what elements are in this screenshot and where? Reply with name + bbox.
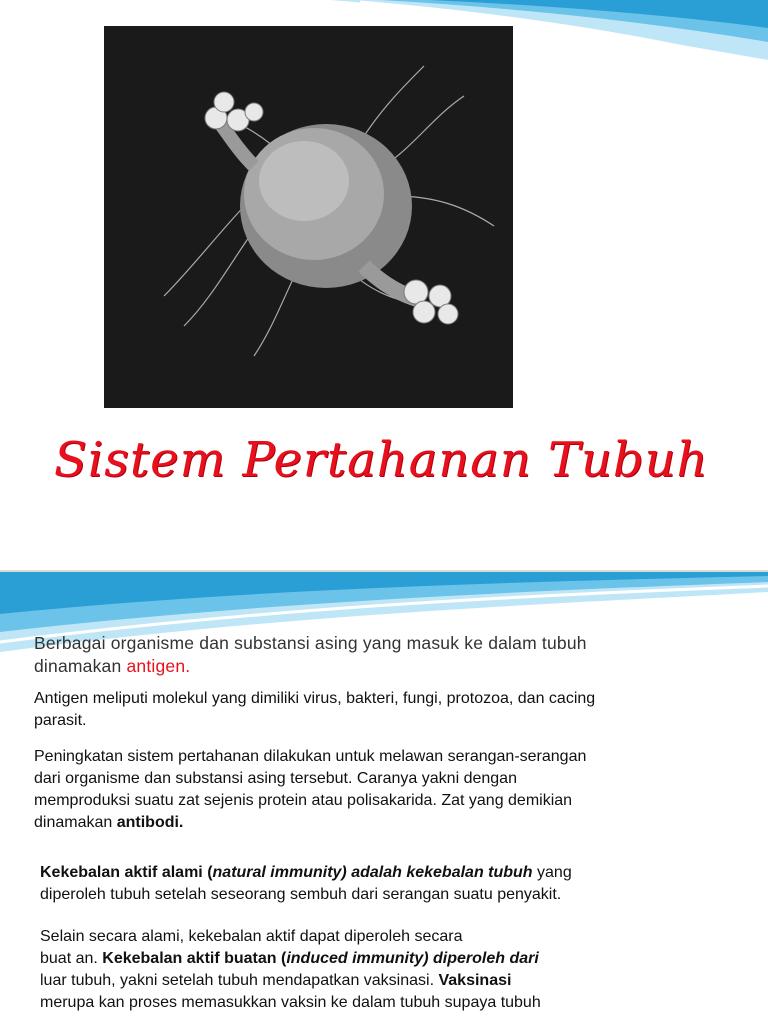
- antigen-term: antigen.: [126, 656, 191, 676]
- paragraph-antigen-molecules: [34, 688, 734, 732]
- natural-immunity-italic: natural immunity) adalah kekebalan tubuh: [212, 864, 533, 881]
- paragraph-induced-immunity: [40, 926, 740, 1014]
- text-segment: luar tubuh, yakni setelah tubuh mendapatkan vaksinasi.: [40, 972, 439, 989]
- paragraph-antibody: [34, 746, 734, 834]
- text-segment: yang: [532, 864, 572, 881]
- antibody-term: antibodi.: [116, 814, 184, 831]
- cell-microscope-photo-icon: [104, 26, 513, 408]
- text-segment: dinamakan: [34, 656, 127, 676]
- text-line: Antigen meliputi molekul yang dimiliki virus, bakteri, fungi, protozoa, dan cacing: [34, 690, 596, 707]
- text-segment: dinamakan: [34, 814, 117, 831]
- text-segment: buat an.: [40, 950, 103, 967]
- text-line: Peningkatan sistem pertahanan dilakukan untuk melawan serangan-serangan: [34, 748, 587, 765]
- text-line: [40, 862, 740, 884]
- text-line: merupa kan proses memasukkan vaksin ke dalam tubuh supaya tubuh: [40, 994, 541, 1011]
- text-line: [40, 970, 740, 992]
- text-line: [34, 812, 734, 834]
- induced-immunity-italic: induced immunity) diperoleh dari: [286, 950, 539, 967]
- natural-immunity-term: Kekebalan aktif alami (: [40, 864, 213, 881]
- slide-content: [0, 572, 768, 1024]
- text-line: dari organisme dan substansi asing tersebut. Caranya yakni dengan: [34, 770, 517, 787]
- induced-immunity-term: Kekebalan aktif buatan (: [102, 950, 287, 967]
- paragraph-natural-immunity: [40, 862, 740, 906]
- text-line: Berbagai organisme dan substansi asing yang masuk ke dalam tubuh: [34, 633, 587, 653]
- text-line: [40, 948, 740, 970]
- slide-title-text: Sistem Pertahanan Tubuh: [54, 432, 709, 488]
- vaccination-term: Vaksinasi: [438, 972, 512, 989]
- paragraph-antigen-definition: [34, 632, 734, 678]
- text-line: diperoleh tubuh setelah seseorang sembuh dari serangan suatu penyakit.: [40, 886, 562, 903]
- text-line: [34, 655, 734, 678]
- text-line: memproduksi suatu zat sejenis protein atau polisakarida. Zat yang demikian: [34, 792, 573, 809]
- text-line: parasit.: [34, 712, 87, 729]
- text-line: Selain secara alami, kekebalan aktif dapat diperoleh secara: [40, 928, 463, 945]
